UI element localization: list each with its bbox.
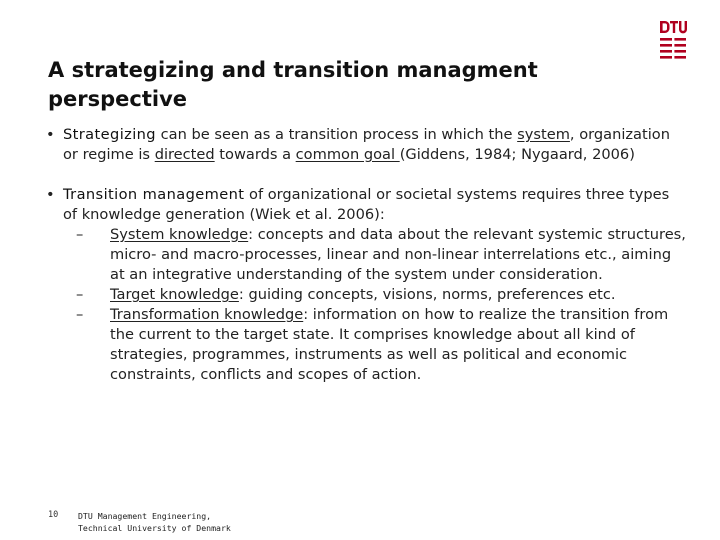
page-number: 10 — [48, 510, 59, 520]
bullet-citation: (Giddens, 1984; Nygaard, 2006) — [399, 146, 635, 163]
bullet-transition-management — [46, 185, 686, 385]
keyword-transition-management: Transition management — [63, 186, 245, 203]
footer-institution — [78, 510, 231, 534]
underlined-term-system: system — [517, 126, 570, 143]
bullet-text: of organizational or societal systems requires three types of knowledge generation (Wiek et al. 2006): — [63, 186, 670, 223]
subitem-text: : guiding concepts, visions, norms, preferences etc. — [238, 286, 616, 303]
subitem-text: : information on how to realize the transition from the current to the target state. It comprises knowledge about all kind of strategies, programmes, instruments as well as political and economic constraints, conflicts and scopes of action. — [110, 306, 669, 383]
bullet-marker: • — [46, 186, 55, 203]
slide-title: A strategizing and transition managment perspective — [48, 58, 538, 111]
slide-body — [46, 125, 686, 385]
subitem-target-knowledge — [63, 285, 686, 305]
subitem-system-knowledge — [63, 225, 686, 285]
bullet-text: can be seen as a transition process in which the — [155, 126, 518, 143]
term-target-knowledge: Target knowledge — [110, 286, 239, 303]
bullet-text: , organization or regime is — [63, 126, 670, 163]
bullet-strategizing — [46, 125, 686, 165]
subitem-dash: – — [76, 286, 84, 303]
keyword-strategizing: Strategizing — [63, 126, 156, 143]
underlined-term-directed: directed — [154, 146, 215, 163]
subitem-dash: – — [76, 306, 84, 323]
subitem-text: : concepts and data about the relevant systemic structures, micro- and macro-processes, linear and non-linear interrelations etc., aiming at an integrative understanding of the system under consideration. — [110, 226, 686, 283]
underlined-term-common-goal: common goal — [295, 146, 400, 163]
term-system-knowledge: System knowledge — [110, 226, 249, 243]
term-transformation-knowledge: Transformation knowledge — [110, 306, 304, 323]
bullet-text: towards a — [214, 146, 296, 163]
subitem-dash: – — [76, 226, 84, 243]
subitem-transformation-knowledge — [63, 305, 686, 385]
footer-line-department: DTU Management Engineering, — [78, 511, 212, 521]
bullet-marker: • — [46, 126, 55, 143]
footer-line-university: Technical University of Denmark — [78, 523, 231, 533]
dtu-logo — [658, 18, 688, 64]
